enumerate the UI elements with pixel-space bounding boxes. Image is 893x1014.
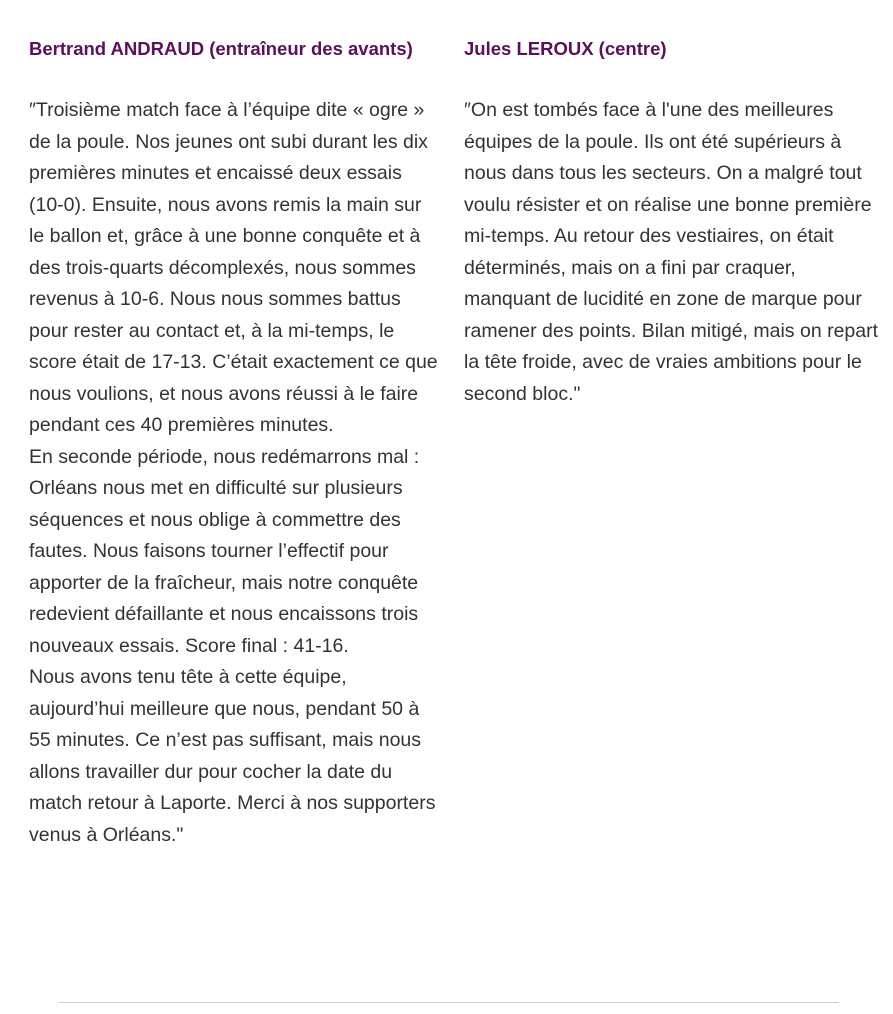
quote-paragraph: Nous avons tenu tête à cette équipe, aujourd’hui meilleure que nous, pendant 50 à 55 minutes. Ce n’est pas suffisant, mais nous allons travailler dur pour cocher la date du match retour à Laporte. Merci à nos supporters venus à Orléans.": [29, 666, 436, 846]
speaker-heading: Jules LEROUX (centre): [464, 38, 667, 59]
interview-andraud: [29, 35, 439, 851]
speaker-heading: Bertrand ANDRAUD (entraîneur des avants): [29, 38, 413, 59]
section-divider: [59, 1002, 839, 1003]
interview-leroux: [464, 35, 879, 410]
quote-paragraph: En seconde période, nous redémarrons mal : Orléans nous met en difficulté sur plusieurs séquences et nous oblige à commettre des fautes. Nous faisons tourner l’effectif pour apporter de la fraîcheur, mais notre conquête redevient défaillante et nous encaissons trois nouveaux essais. Score final : 41-16.: [29, 445, 420, 657]
quote-text: [464, 95, 879, 410]
quote-paragraph: ″On est tombés face à l'une des meilleures équipes de la poule. Ils ont été supérieurs à nous dans tous les secteurs. On a malgré tout voulu résister et on réalise une bonne première mi-temps. Au retour des vestiaires, on était déterminés, mais on a fini par craquer, manquant de lucidité en zone de marque pour ramener des points. Bilan mitigé, mais on repart la tête froide, avec de vraies ambitions pour le second bloc.": [464, 99, 879, 405]
quote-paragraph: ″Troisième match face à l’équipe dite « ogre » de la poule. Nos jeunes ont subi durant les dix premières minutes et encaissé deux essais (10-0). Ensuite, nous avons remis la main sur le ballon et, grâce à une bonne conquête et à des trois-quarts décomplexés, nous sommes revenus à 10-6. Nous nous sommes battus pour rester au contact et, à la mi-temps, le score était de 17-13. C’était exactement ce que nous voulions, et nous avons réussi à le faire pendant ces 40 premières minutes.: [29, 99, 438, 436]
quote-text: [29, 95, 439, 851]
